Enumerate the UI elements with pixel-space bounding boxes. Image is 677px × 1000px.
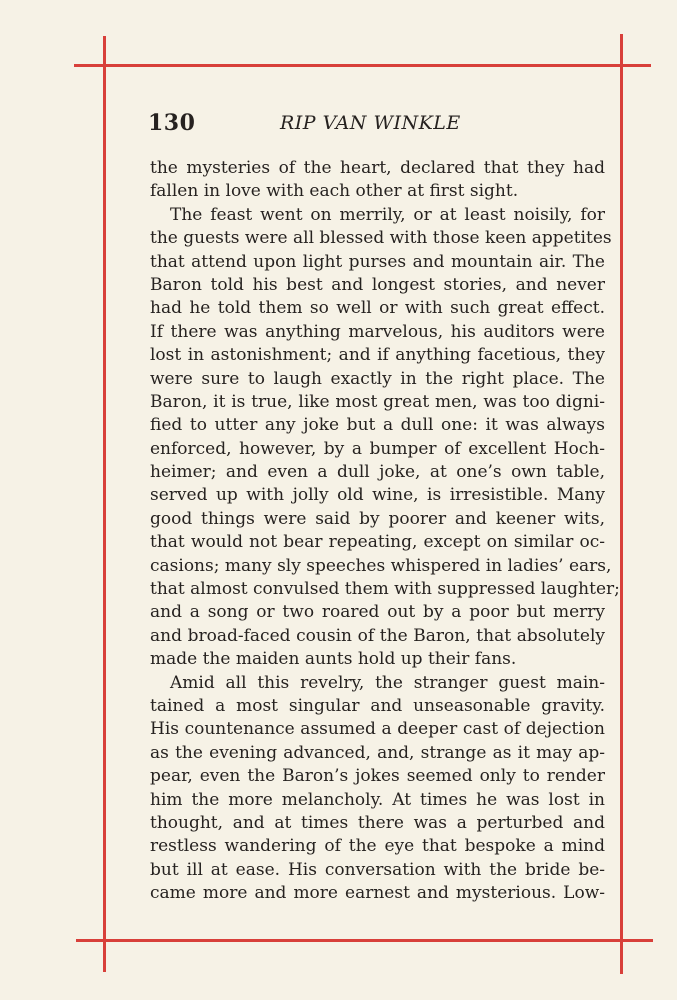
text-line: His countenance assumed a deeper cast of dejection [150, 719, 605, 740]
text-line: The feast went on merrily, or at least noisily, for [170, 204, 605, 225]
border-rule-right [620, 34, 623, 974]
text-line: the mysteries of the heart, declared that they had [150, 158, 605, 178]
text-line: but ill at ease. His conversation with the bride be- [150, 859, 605, 880]
text-line: Baron, it is true, like most great men, was too digni- [150, 391, 605, 412]
page-header [148, 110, 608, 140]
page-number: 130 [148, 110, 196, 136]
text-line: heimer; and even a dull joke, at one’s own table, [150, 462, 605, 483]
text-line: Amid all this revelry, the stranger guest main- [170, 672, 605, 693]
text-line: the guests were all blessed with those keen appetites [150, 228, 612, 249]
text-line: him the more melancholy. At times he was lost in [150, 789, 605, 810]
text-line: served up with jolly old wine, is irresistible. Many [150, 485, 605, 506]
text-line: made the maiden aunts hold up their fans. [150, 649, 517, 670]
text-line: lost in astonishment; and if anything facetious, they [150, 345, 605, 366]
text-line: that attend upon light purses and mountain air. The [150, 251, 605, 272]
text-line: good things were said by poorer and keener wits, [150, 508, 605, 529]
text-line: Baron told his best and longest stories, and never [150, 274, 605, 295]
text-line: that almost convulsed them with suppressed laughter; [150, 579, 620, 600]
text-line: casions; many sly speeches whispered in ladies’ ears, [150, 555, 612, 576]
text-line: thought, and at times there was a perturbed and [150, 812, 605, 833]
text-line: as the evening advanced, and, strange as it may ap- [150, 742, 605, 763]
text-line: fallen in love with each other at first sight. [150, 181, 519, 202]
text-line: fied to utter any joke but a dull one: it was always [150, 415, 605, 436]
text-line: that would not bear repeating, except on similar oc- [150, 532, 605, 553]
text-line: were sure to laugh exactly in the right place. The [150, 368, 605, 389]
text-line: pear, even the Baron’s jokes seemed only to render [150, 766, 605, 787]
text-line: restless wandering of the eye that bespoke a mind [150, 836, 605, 857]
text-line: had he told them so well or with such great effect. [150, 298, 605, 319]
border-rule-top [74, 64, 651, 67]
border-rule-left [103, 36, 106, 972]
text-line: tained a most singular and unseasonable gravity. [150, 695, 605, 716]
text-line: came more and more earnest and mysterious. Low- [150, 883, 605, 904]
body-text [150, 157, 620, 906]
text-line: and a song or two roared out by a poor but merry [150, 602, 605, 623]
border-rule-bottom [76, 939, 653, 942]
text-line: and broad-faced cousin of the Baron, that absolutely [150, 625, 605, 646]
running-title: RIP VAN WINKLE [280, 112, 461, 134]
text-line: If there was anything marvelous, his auditors were [150, 321, 605, 342]
text-line: enforced, however, by a bumper of excellent Hoch- [150, 438, 605, 459]
